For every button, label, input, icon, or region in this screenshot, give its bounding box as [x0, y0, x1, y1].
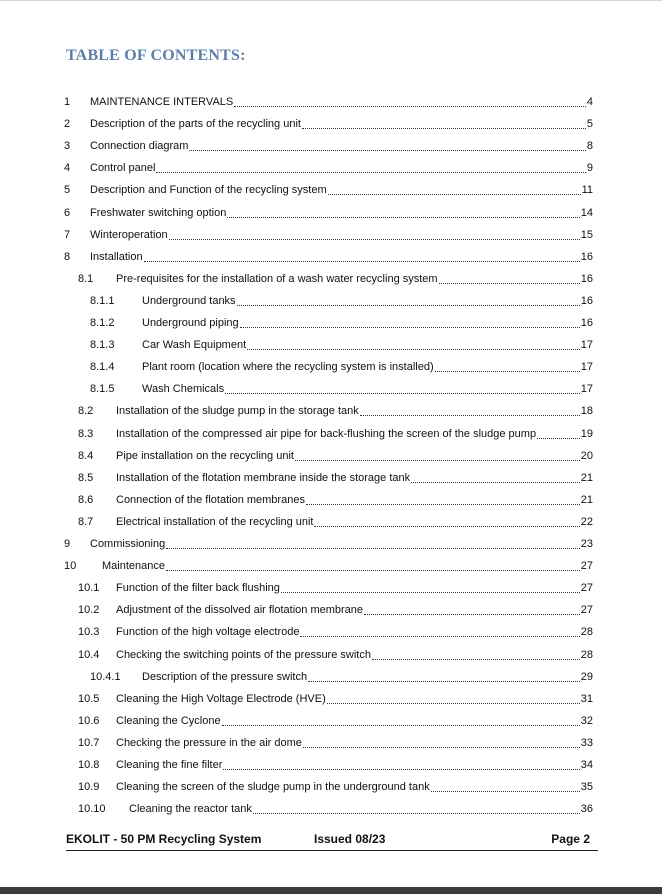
toc-entry[interactable]: [90, 293, 593, 309]
toc-entry[interactable]: [90, 315, 593, 331]
page-title: TABLE OF CONTENTS:: [66, 47, 246, 64]
toc-dot-leader: [327, 691, 580, 704]
toc-dot-leader: [223, 757, 579, 770]
toc-entry[interactable]: [64, 182, 593, 198]
toc-dot-leader: [306, 492, 580, 505]
toc-entry-label: Installation of the compressed air pipe for back-flushing the screen of the sludge pump: [116, 427, 537, 440]
toc-dot-leader: [295, 448, 580, 461]
toc-entry-number: 8.7: [78, 515, 94, 528]
toc-entry-number: 10.6: [78, 714, 100, 727]
toc-entry-number: 10.4.1: [90, 670, 121, 683]
toc-dot-leader: [303, 735, 580, 748]
toc-entry-page: 16: [580, 317, 593, 329]
toc-entry-label: Electrical installation of the recycling unit: [116, 515, 314, 528]
toc-entry-page: 28: [580, 648, 593, 661]
toc-entry-number: 6: [64, 206, 71, 219]
toc-entry-label: Checking the pressure in the air dome: [116, 736, 302, 749]
toc-entry-number: 8.1.3: [90, 339, 115, 352]
toc-entry-number: 10.1: [78, 582, 100, 595]
toc-entry[interactable]: [90, 381, 593, 397]
toc-entry-page: 18: [580, 405, 593, 418]
toc-entry-page: 21: [580, 493, 593, 506]
toc-entry-page: 35: [580, 781, 593, 794]
toc-entry-page: 31: [580, 692, 593, 705]
toc-dot-leader: [189, 138, 585, 151]
toc-entry-label: Installation of the flotation membrane inside the storage tank: [116, 471, 411, 484]
toc-entry-page: 4: [586, 96, 593, 108]
toc-dot-leader: [537, 426, 580, 439]
toc-entry-number: 10.9: [78, 781, 100, 794]
page-footer: [66, 832, 598, 850]
toc-entry-label: Pre-requisites for the installation of a wash water recycling system: [116, 272, 438, 285]
viewer-bottom-bar: [0, 887, 662, 894]
toc-entry-page: 36: [580, 803, 593, 816]
toc-entry-page: 28: [580, 626, 593, 639]
toc-entry-number: 3: [64, 140, 71, 153]
toc-dot-leader: [281, 580, 580, 593]
toc-entry-page: 11: [581, 184, 593, 197]
toc-entry-label: Pipe installation on the recycling unit: [116, 449, 294, 462]
toc-dot-leader: [302, 116, 586, 129]
toc-entry[interactable]: [90, 359, 593, 375]
toc-entry-label: Plant room (location where the recycling system is installed): [142, 361, 434, 374]
toc-entry-label: Installation of the sludge pump in the storage tank: [116, 405, 359, 418]
toc-entry[interactable]: [78, 271, 593, 287]
toc-entry[interactable]: [64, 138, 593, 154]
toc-entry-page: 20: [580, 449, 593, 462]
toc-entry[interactable]: [78, 580, 593, 596]
toc-dot-leader: [222, 713, 580, 726]
toc-entry-page: 23: [580, 538, 593, 550]
toc-entry-label: Underground piping: [142, 317, 239, 329]
toc-entry-number: 1: [64, 96, 71, 108]
toc-entry-number: 7: [64, 228, 71, 241]
toc-entry[interactable]: [78, 779, 593, 795]
toc-entry-label: Commissioning: [90, 538, 166, 550]
toc-entry[interactable]: [78, 470, 593, 486]
toc-dot-leader: [435, 359, 580, 372]
toc-entry-page: 14: [580, 206, 593, 219]
toc-dot-leader: [300, 624, 579, 637]
toc-entry-page: 19: [580, 427, 593, 440]
toc-entry[interactable]: [64, 536, 593, 552]
toc-entry-page: 27: [580, 582, 593, 595]
toc-entry[interactable]: [78, 492, 593, 508]
toc-entry-label: Freshwater switching option: [90, 206, 227, 219]
footer-rule: [66, 850, 598, 851]
toc-entry-label: Function of the filter back flushing: [116, 582, 280, 595]
toc-dot-leader: [253, 801, 580, 814]
toc-entry-label: MAINTENANCE INTERVALS: [90, 96, 234, 108]
toc-entry-label: Description of the pressure switch: [142, 670, 308, 683]
toc-dot-leader: [439, 271, 580, 284]
toc-entry-label: Cleaning the screen of the sludge pump in the underground tank: [116, 781, 430, 794]
toc-entry-page: 15: [580, 228, 593, 241]
toc-entry-label: Description of the parts of the recycling unit: [90, 118, 301, 131]
toc-entry-number: 8.1.4: [90, 361, 115, 374]
toc-dot-leader: [372, 647, 580, 660]
toc-entry-label: Function of the high voltage electrode: [116, 626, 300, 639]
toc-entry[interactable]: [64, 160, 593, 176]
toc-dot-leader: [328, 182, 581, 195]
toc-dot-leader: [314, 514, 579, 527]
toc-entry[interactable]: [78, 403, 593, 419]
toc-entry-page: 17: [580, 339, 593, 352]
toc-entry-page: 8: [586, 140, 593, 153]
toc-entry-label: Car Wash Equipment: [142, 339, 247, 352]
toc-entry[interactable]: [78, 602, 593, 618]
toc-entry-number: 8.3: [78, 427, 94, 440]
toc-entry[interactable]: [78, 757, 593, 773]
toc-dot-leader: [144, 249, 580, 262]
toc-entry-label: Adjustment of the dissolved air flotation membrane: [116, 604, 364, 617]
toc-entry-number: 8.1: [78, 272, 94, 285]
toc-dot-leader: [411, 470, 580, 483]
toc-dot-leader: [227, 205, 579, 218]
toc-dot-leader: [431, 779, 580, 792]
toc-entry-number: 8.1.2: [90, 317, 115, 329]
toc-entry[interactable]: [78, 713, 593, 729]
toc-dot-leader: [169, 227, 580, 240]
toc-entry-number: 8.1.1: [90, 294, 115, 307]
toc-entry-number: 10.8: [78, 759, 100, 771]
toc-dot-leader: [237, 293, 580, 306]
footer-document-name: EKOLIT - 50 PM Recycling System: [66, 832, 262, 846]
toc-entry-number: 10.5: [78, 692, 100, 705]
toc-dot-leader: [225, 381, 580, 394]
toc-dot-leader: [166, 536, 580, 549]
page-top-edge: [0, 0, 662, 1]
toc-dot-leader: [308, 669, 580, 682]
toc-entry-label: Control panel: [90, 162, 156, 175]
toc-dot-leader: [156, 160, 585, 173]
toc-entry-number: 10.2: [78, 604, 100, 617]
toc-entry-label: Cleaning the High Voltage Electrode (HVE): [116, 692, 326, 705]
toc-entry-number: 8.4: [78, 449, 94, 462]
toc-entry-page: 17: [580, 361, 593, 374]
toc-entry[interactable]: [64, 116, 593, 132]
toc-entry-label: Checking the switching points of the pressure switch: [116, 648, 371, 661]
toc-entry-page: 16: [580, 294, 593, 307]
toc-entry[interactable]: [78, 647, 593, 663]
toc-entry-label: Cleaning the fine filter: [116, 759, 223, 771]
toc-entry-page: 16: [580, 250, 593, 263]
toc-entry-page: 34: [580, 759, 593, 771]
toc-entry-page: 33: [580, 736, 593, 749]
toc-entry-page: 17: [580, 383, 593, 396]
toc-entry-page: 5: [586, 118, 593, 131]
toc-entry-number: 10.7: [78, 736, 100, 749]
toc-entry-number: 8.1.5: [90, 383, 115, 396]
toc-dot-leader: [166, 558, 580, 571]
toc-entry-number: 8.2: [78, 405, 94, 418]
toc-entry-number: 10.4: [78, 648, 100, 661]
toc-entry-number: 10.3: [78, 626, 100, 639]
toc-entry-page: 22: [580, 515, 593, 528]
toc-entry-number: 10: [64, 560, 77, 573]
toc-entry[interactable]: [64, 227, 593, 243]
toc-entry-number: 2: [64, 118, 71, 131]
toc-dot-leader: [240, 315, 580, 328]
toc-entry[interactable]: [78, 735, 593, 751]
toc-dot-leader: [360, 403, 580, 416]
toc-entry-page: 29: [580, 670, 593, 683]
toc-entry-number: 9: [64, 538, 71, 550]
toc-dot-leader: [364, 602, 580, 615]
toc-entry-label: Connection of the flotation membranes: [116, 493, 305, 506]
toc-entry-number: 8.5: [78, 471, 94, 484]
toc-entry-label: Underground tanks: [142, 294, 236, 307]
toc-entry[interactable]: [78, 448, 593, 464]
toc-entry-label: Connection diagram: [90, 140, 189, 153]
toc-entry-page: 27: [580, 560, 593, 573]
toc-dot-leader: [234, 94, 586, 107]
footer-page-number: Page 2: [551, 832, 590, 846]
toc-dot-leader: [247, 337, 580, 350]
toc-entry-number: 8: [64, 250, 71, 263]
toc-entry-number: 4: [64, 162, 71, 175]
toc-entry-number: 5: [64, 184, 71, 197]
toc-entry-label: Wash Chemicals: [142, 383, 225, 396]
toc-entry[interactable]: [64, 249, 593, 265]
toc-entry[interactable]: [64, 94, 593, 110]
toc-entry[interactable]: [64, 205, 593, 221]
toc-entry-number: 8.6: [78, 493, 94, 506]
toc-entry[interactable]: [90, 337, 593, 353]
toc-entry-label: Installation: [90, 250, 143, 263]
footer-issued-date: Issued 08/23: [314, 832, 386, 846]
toc-entry-page: 9: [586, 162, 593, 175]
toc-entry-label: Maintenance: [102, 560, 165, 573]
toc-entry[interactable]: [90, 669, 593, 685]
toc-entry[interactable]: [78, 691, 593, 707]
toc-entry-label: Cleaning the Cyclone: [116, 714, 221, 727]
toc-entry-number: 10.10: [78, 803, 106, 816]
toc-entry-label: Cleaning the reactor tank: [129, 803, 252, 816]
toc-entry[interactable]: [64, 558, 593, 574]
toc-entry-page: 21: [580, 471, 593, 484]
toc-entry-label: Description and Function of the recycling system: [90, 184, 327, 197]
toc-entry-page: 27: [580, 604, 593, 617]
toc-entry[interactable]: [78, 426, 593, 442]
toc-entry-page: 32: [580, 714, 593, 727]
toc-entry[interactable]: [78, 514, 593, 530]
toc-entry-label: Winteroperation: [90, 228, 168, 241]
toc-entry-page: 16: [580, 272, 593, 285]
toc-entry[interactable]: [78, 624, 593, 640]
toc-entry[interactable]: [78, 801, 593, 817]
